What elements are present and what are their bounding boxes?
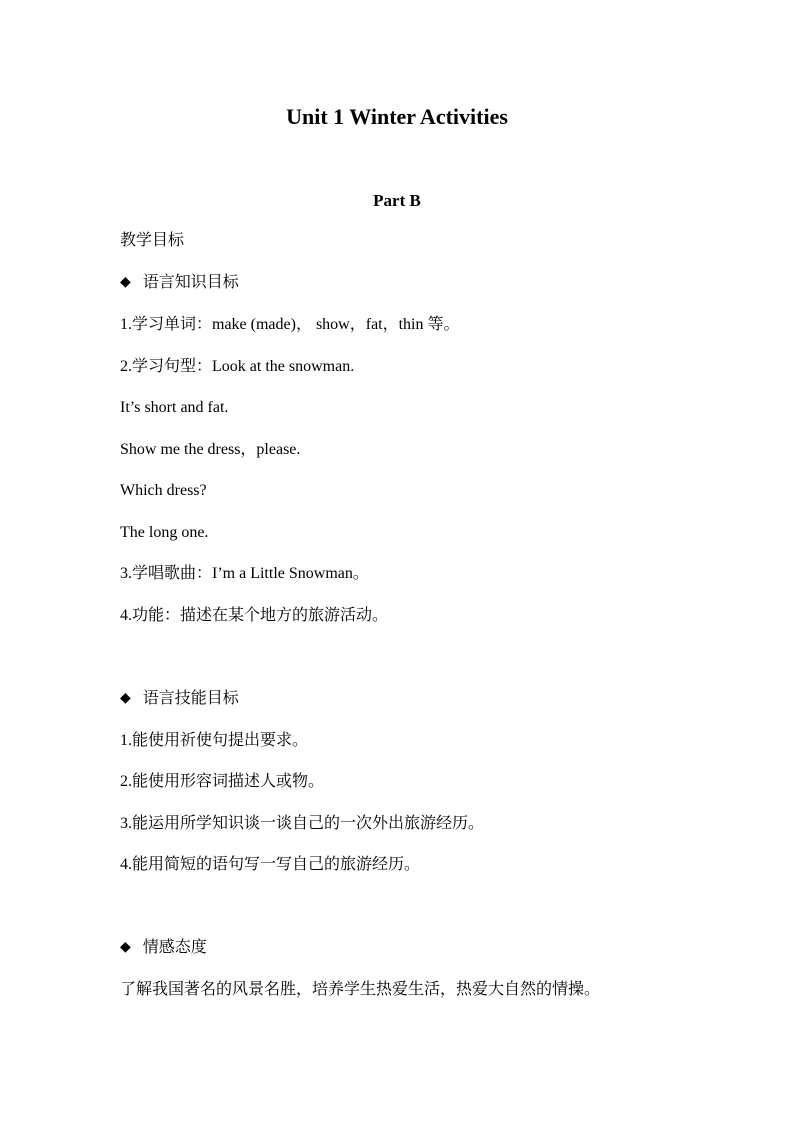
diamond-bullet-icon: ◆	[120, 940, 131, 955]
list-item: The long one.	[120, 524, 209, 541]
part-heading: Part B	[373, 191, 421, 210]
list-item: Which dress?	[120, 482, 207, 499]
section-heading-label: 情感态度	[142, 939, 207, 956]
list-item: 2.学习句型：Look at the snowman.	[120, 358, 355, 375]
objectives-heading: 教学目标	[120, 232, 185, 249]
section-heading-language-knowledge	[120, 272, 239, 294]
list-item: Show me the dress，please.	[120, 441, 301, 458]
section-heading-label: 语言技能目标	[142, 690, 239, 707]
list-item: 2.能使用形容词描述人或物。	[120, 773, 325, 790]
diamond-bullet-icon: ◆	[120, 275, 131, 290]
list-item: It’s short and fat.	[120, 399, 229, 416]
list-item: 1.能使用祈使句提出要求。	[120, 732, 309, 749]
list-item: 3.能运用所学知识谈一谈自己的一次外出旅游经历。	[120, 815, 485, 832]
section-heading-label: 语言知识目标	[142, 274, 239, 291]
section-heading-attitude	[120, 937, 207, 959]
section-heading-language-skills	[120, 688, 239, 710]
list-item: 4.能用简短的语句写一写自己的旅游经历。	[120, 856, 421, 873]
attitude-text: 了解我国著名的风景名胜，培养学生热爱生活，热爱大自然的情操。	[120, 981, 601, 998]
list-item: 3.学唱歌曲：I’m a Little Snowman。	[120, 565, 369, 582]
document-title: Unit 1 Winter Activities	[286, 104, 508, 129]
diamond-bullet-icon: ◆	[120, 691, 131, 706]
list-item: 1.学习单词：make (made)， show，fat，thin 等。	[120, 316, 460, 333]
list-item: 4.功能：描述在某个地方的旅游活动。	[120, 607, 389, 624]
